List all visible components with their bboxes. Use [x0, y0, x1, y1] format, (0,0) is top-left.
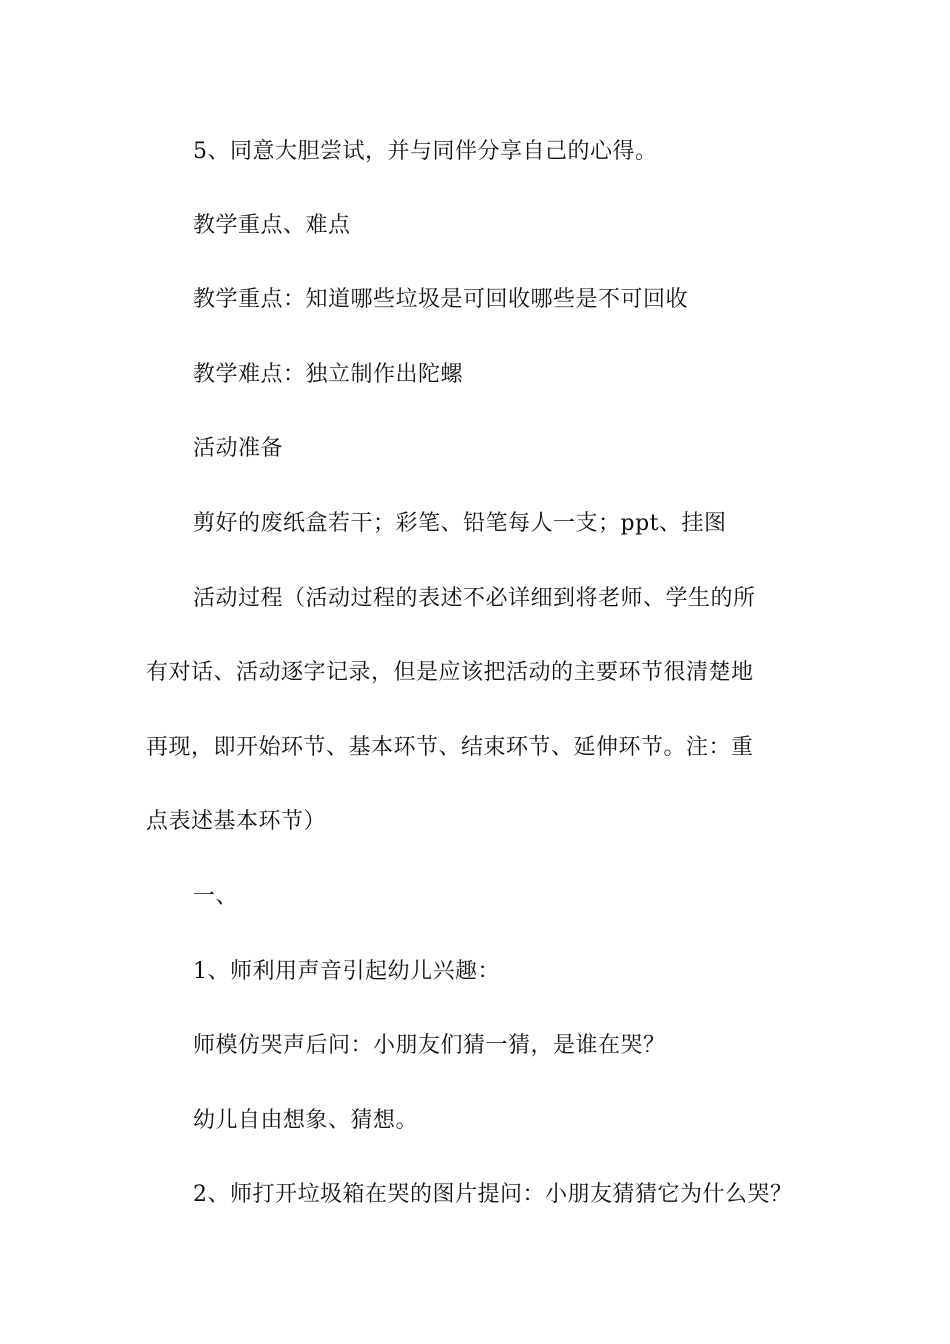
section-one-heading: 一、 — [193, 884, 239, 909]
step-2-title: 2、师打开垃圾箱在哭的图片提问：小朋友猜猜它为什么哭？ — [193, 1182, 793, 1207]
step-1-title: 1、师利用声音引起幼儿兴趣： — [193, 959, 500, 984]
paragraph-process-line-2: 有对话、活动逐字记录，但是应该把活动的主要环节很清楚地 — [146, 660, 754, 685]
paragraph-difficulty: 教学难点：独立制作出陀螺 — [193, 362, 464, 387]
step-1-children-response: 幼儿自由想象、猜想。 — [193, 1108, 419, 1133]
paragraph-objective-5: 5、同意大胆尝试，并与同伴分享自己的心得。 — [193, 139, 658, 164]
step-1-teacher-question: 师模仿哭声后问：小朋友们猜一猜，是谁在哭？ — [193, 1033, 666, 1058]
paragraph-process-line-4: 点表述基本环节） — [146, 809, 327, 834]
heading-preparation: 活动准备 — [193, 436, 284, 461]
paragraph-process-line-1: 活动过程（活动过程的表述不必详细到将老师、学生的所 — [193, 586, 756, 611]
paragraph-materials: 剪好的废纸盒若干；彩笔、铅笔每人一支；ppt、挂图 — [193, 511, 727, 536]
paragraph-process-line-3: 再现，即开始环节、基本环节、结束环节、延伸环节。注：重 — [146, 735, 754, 760]
paragraph-key-point: 教学重点：知道哪些垃圾是可回收哪些是不可回收 — [193, 287, 689, 312]
heading-key-points: 教学重点、难点 — [193, 213, 351, 238]
